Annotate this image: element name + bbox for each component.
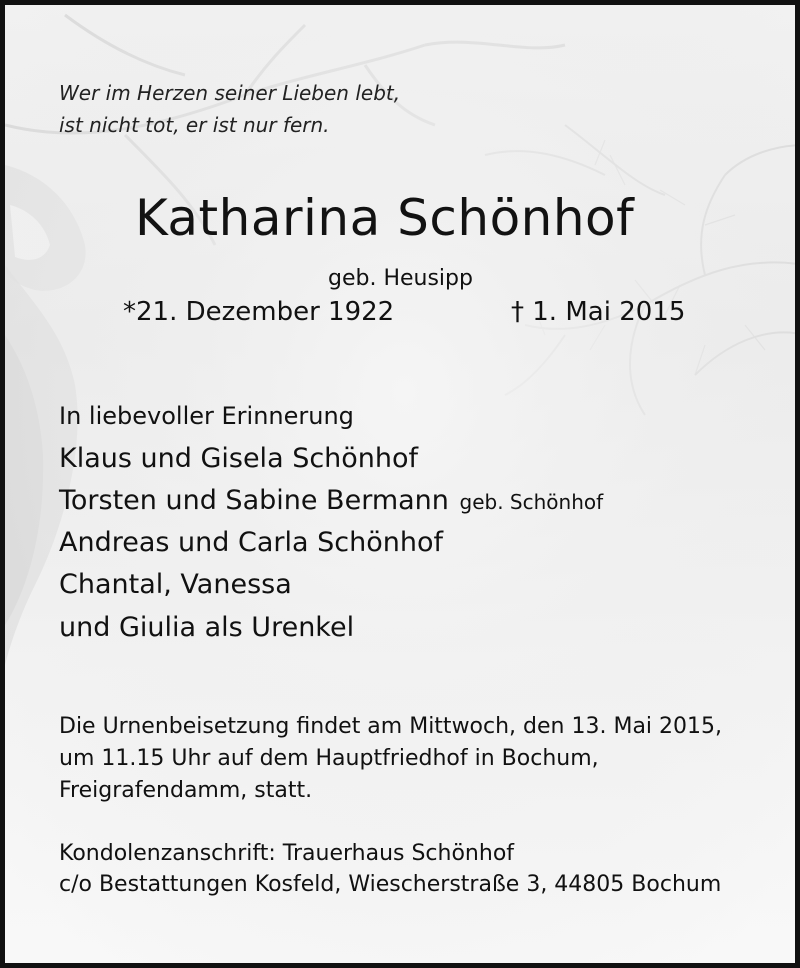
family-member: Klaus und Gisela Schönhof — [59, 443, 419, 474]
condolence-line-1: Kondolenzanschrift: Trauerhaus Schönhof — [59, 841, 515, 866]
condolence-line-2: c/o Bestattungen Kosfeld, Wiescherstraße 3, 44805 Bochum — [59, 872, 722, 897]
deceased-name: Katharina Schönhof — [135, 189, 635, 247]
birth-date: *21. Dezember 1922 — [123, 297, 395, 327]
family-member: Chantal, Vanessa — [59, 569, 292, 600]
family-member-maiden-suffix: geb. Schönhof — [459, 490, 604, 514]
quote-line-2: ist nicht tot, er ist nur fern. — [59, 113, 330, 137]
quote-line-1: Wer im Herzen seiner Lieben lebt, — [59, 81, 401, 105]
death-date: † 1. Mai 2015 — [511, 297, 686, 327]
family-intro: In liebevoller Erinnerung — [59, 402, 354, 430]
ceremony-line-1: Die Urnenbeisetzung findet am Mittwoch, den 13. Mai 2015, — [59, 714, 723, 739]
family-member-name: Torsten und Sabine Bermann — [59, 485, 449, 516]
maiden-name: geb. Heusipp — [328, 266, 473, 291]
ceremony-line-2: um 11.15 Uhr auf dem Hauptfriedhof in Bochum, — [59, 746, 599, 771]
family-member — [59, 487, 603, 514]
ceremony-line-3: Freigrafendamm, statt. — [59, 778, 313, 803]
family-member: Andreas und Carla Schönhof — [59, 527, 443, 558]
family-member: und Giulia als Urenkel — [59, 612, 355, 643]
